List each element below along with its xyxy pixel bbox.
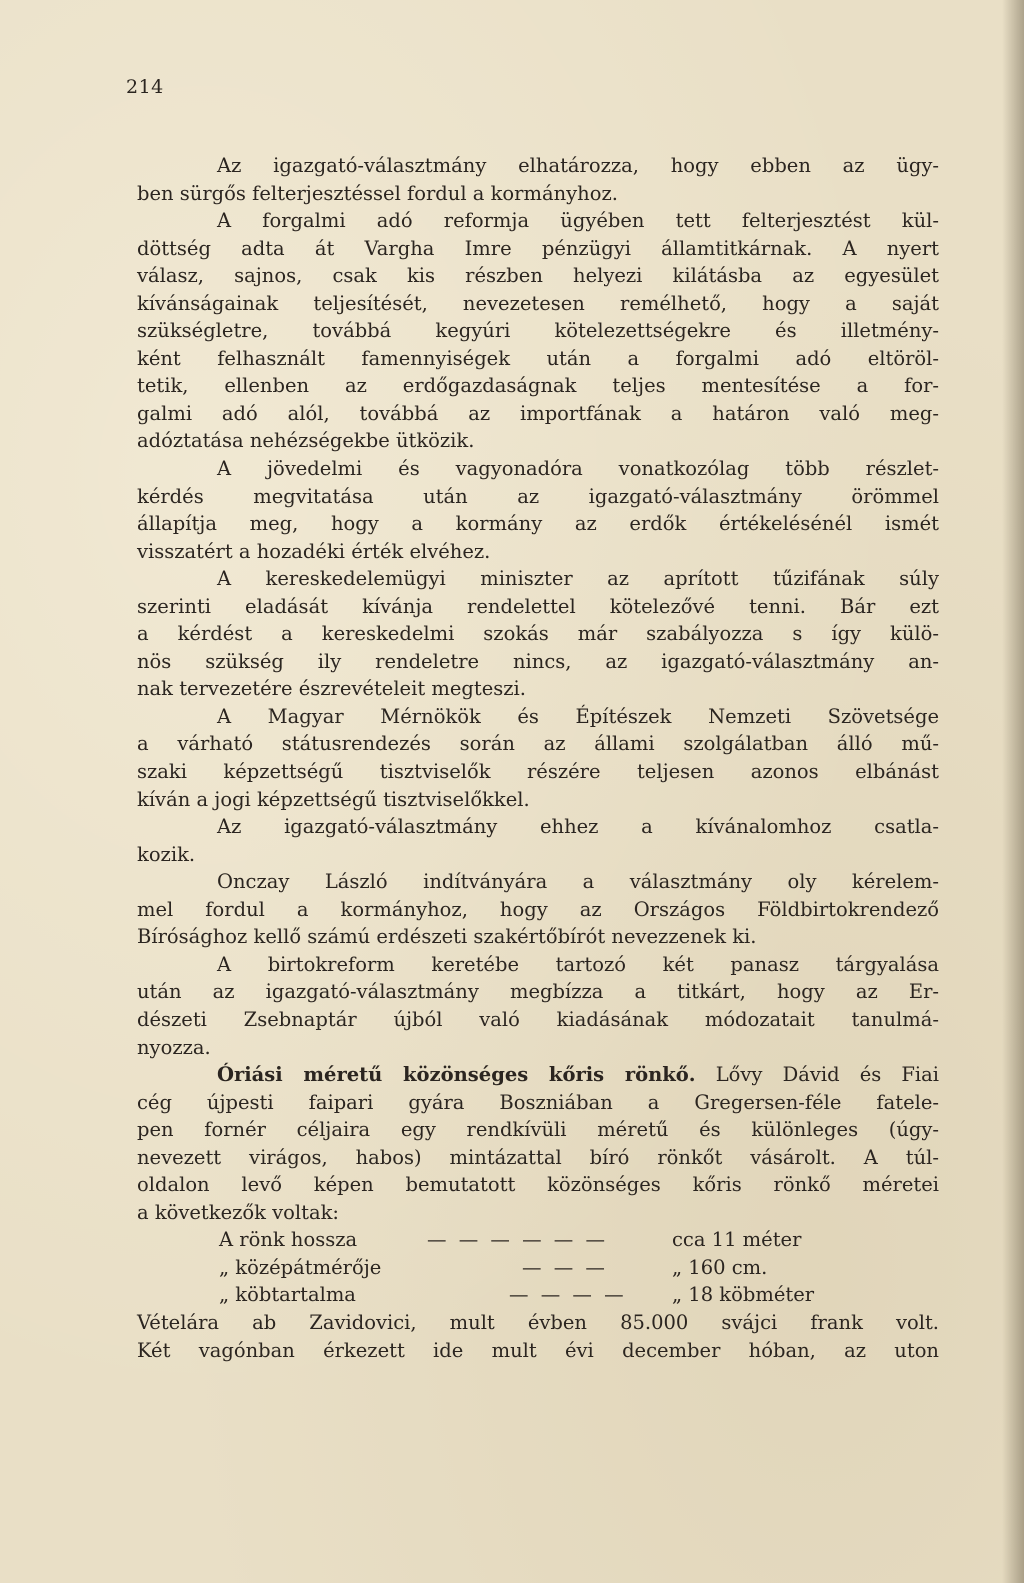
text-line: nevezett virágos, habos) mintázattal bíró rönkőt vásárolt. A túl-: [137, 1145, 939, 1169]
text-line: cég újpesti faipari gyára Boszniában a Gregersen-féle fatele-: [137, 1090, 939, 1114]
spec-dashes: — — — —: [509, 1283, 627, 1307]
text-line: Az igazgató-választmány ehhez a kívánalomhoz csatla-: [217, 815, 939, 839]
text-line: galmi adó alól, továbbá az importfának a határon való meg-: [137, 401, 939, 425]
text-line: kívánságainak teljesítését, nevezetesen remélhető, hogy a saját: [137, 291, 939, 315]
article-heading: Óriási méretű közönséges kőris rönkő.: [217, 1063, 696, 1087]
text-line: oldalon levő képen bemutatott közönséges kőris rönkő méretei: [137, 1173, 939, 1197]
text-line: a várható státusrendezés során az állami szolgálatban álló mű-: [137, 732, 939, 756]
spec-dashes: — — — — — —: [427, 1228, 608, 1252]
text-line: A forgalmi adó reformja ügyében tett felterjesztést kül-: [217, 209, 939, 233]
text-line: Vételára ab Zavidovici, mult évben 85.000 svájci frank volt.: [137, 1310, 939, 1334]
text-line: válasz, sajnos, csak kis részben helyezi kilátásba az egyesület: [137, 264, 939, 288]
text-line: dészeti Zsebnaptár újból való kiadásának módozatait tanulmá-: [137, 1007, 939, 1031]
spec-row-diameter: [137, 1254, 939, 1282]
body-text: [137, 152, 939, 1364]
text-line: állapítja meg, hogy a kormány az erdők értékelésénél ismét: [137, 512, 939, 536]
spec-label: „ köbtartalma: [219, 1283, 356, 1307]
spec-value: „ 160 cm.: [672, 1255, 768, 1279]
text-line: A Magyar Mérnökök és Építészek Nemzeti Szövetsége: [217, 704, 939, 728]
text-line: mel fordul a kormányhoz, hogy az Országos Földbirtokrendező: [137, 897, 939, 921]
spec-row-volume: [137, 1281, 939, 1309]
text-line: Bírósághoz kellő számú erdészeti szakértőbírót nevezzenek ki.: [137, 925, 757, 949]
text-line: nak tervezetére észrevételeit megteszi.: [137, 677, 526, 701]
page-number: 214: [126, 76, 164, 98]
spec-value: „ 18 köbméter: [672, 1283, 815, 1307]
page-edge-shadow: [1002, 0, 1024, 1583]
text-line: szaki képzettségű tisztviselők részére teljesen azonos elbánást: [137, 760, 939, 784]
article-text: Lővy Dávid és Fiai: [695, 1063, 939, 1087]
article-first-line: [137, 1061, 939, 1089]
text-line: tetik, ellenben az erdőgazdaságnak teljes mentesítése a for-: [137, 374, 939, 398]
text-line: Két vagónban érkezett ide mult évi december hóban, az uton: [137, 1338, 939, 1362]
text-line: adóztatása nehézségekbe ütközik.: [137, 429, 475, 453]
text-line: kérdés megvitatása után az igazgató-választmány örömmel: [137, 484, 939, 508]
text-line: visszatért a hozadéki érték elvéhez.: [137, 539, 491, 563]
spec-label: A rönk hossza: [219, 1228, 358, 1252]
text-line: Az igazgató-választmány elhatározza, hogy ebben az ügy-: [217, 154, 939, 177]
spec-value: cca 11 méter: [672, 1228, 802, 1252]
text-line: Onczay László indítványára a választmány oly kérelem-: [217, 870, 939, 894]
text-line: A birtokreform keretébe tartozó két panasz tárgyalása: [217, 952, 939, 976]
text-line: a kérdést a kereskedelmi szokás már szabályozza s így külö-: [137, 622, 939, 646]
text-line: szükségletre, továbbá kegyúri kötelezettségekre és illetmény-: [137, 319, 939, 343]
spec-row-length: [137, 1226, 939, 1254]
text-line: ben sürgős felterjesztéssel fordul a kormányhoz.: [137, 181, 618, 205]
text-line: után az igazgató-választmány megbízza a titkárt, hogy az Er-: [137, 980, 939, 1004]
text-line: nyozza.: [137, 1035, 211, 1059]
text-line: A kereskedelemügyi miniszter az aprított tűzifának súly: [217, 567, 939, 591]
text-line: A jövedelmi és vagyonadóra vonatkozólag több részlet-: [217, 457, 939, 481]
spec-label: „ középátmérője: [219, 1255, 382, 1279]
text-line: ként felhasznált famennyiségek után a forgalmi adó eltöröl-: [137, 346, 939, 370]
text-line: szerinti eladását kívánja rendelettel kötelezővé tenni. Bár ezt: [137, 594, 939, 618]
text-line: pen fornér céljaira egy rendkívüli méretű és különleges (úgy-: [137, 1118, 939, 1142]
text-line: döttség adta át Vargha Imre pénzügyi államtitkárnak. A nyert: [137, 236, 939, 260]
spec-dashes: — — —: [522, 1255, 608, 1279]
text-line: nös szükség ily rendeletre nincs, az igazgató-választmány an-: [137, 649, 939, 673]
text-line: kozik.: [137, 842, 196, 866]
text-line: a következők voltak:: [137, 1200, 339, 1224]
text-line: kíván a jogi képzettségű tisztviselőkkel.: [137, 787, 530, 811]
